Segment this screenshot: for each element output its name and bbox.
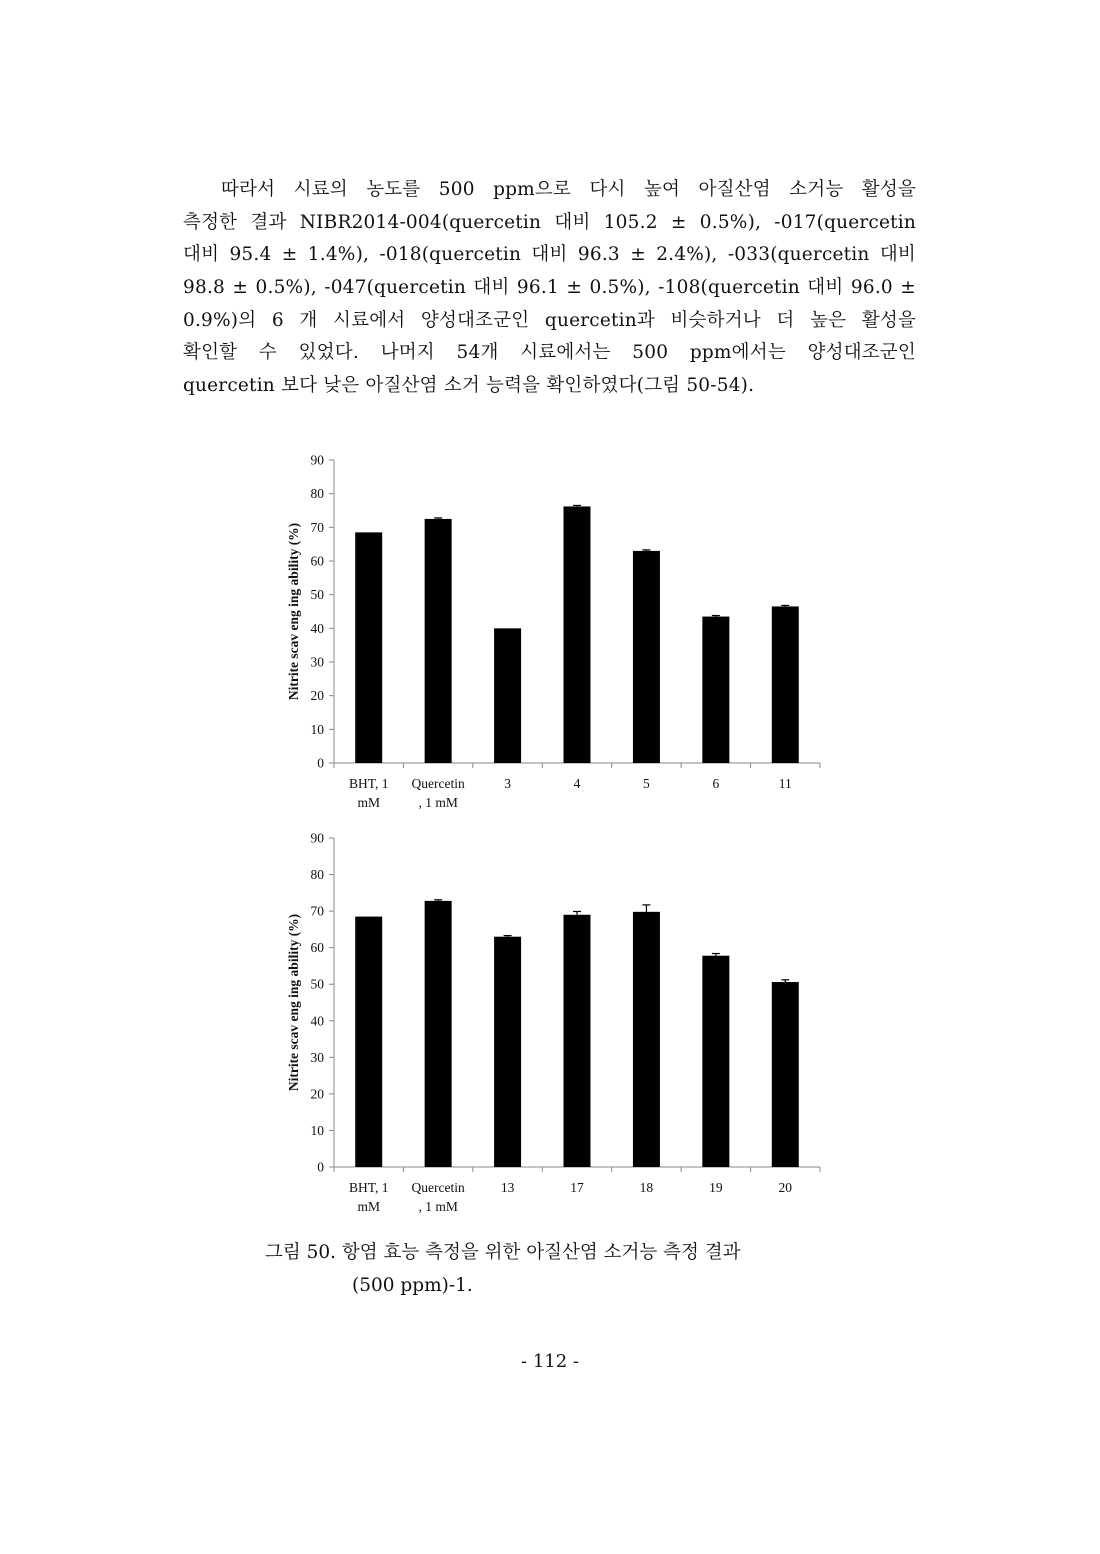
y-tick-label: 70 bbox=[310, 519, 324, 535]
bar bbox=[355, 917, 382, 1167]
x-tick-label: , 1 mM bbox=[418, 795, 458, 810]
bar bbox=[633, 912, 660, 1167]
y-tick-label: 50 bbox=[310, 976, 324, 992]
x-tick-label: mM bbox=[357, 1199, 380, 1214]
bar-chart-1-svg bbox=[270, 450, 830, 830]
bar-chart-2 bbox=[270, 827, 830, 1222]
bar bbox=[772, 606, 799, 763]
bar-chart-1 bbox=[270, 450, 830, 830]
bar-chart-2-svg bbox=[270, 827, 830, 1222]
bar bbox=[494, 628, 521, 763]
bar bbox=[772, 982, 799, 1167]
x-tick-label: Quercetin bbox=[411, 1180, 465, 1195]
y-tick-label: 30 bbox=[310, 654, 324, 670]
y-tick-label: 80 bbox=[310, 867, 324, 883]
y-tick-label: 0 bbox=[317, 1159, 324, 1175]
page-number: - 112 - bbox=[521, 1351, 579, 1372]
x-tick-label: 18 bbox=[639, 1180, 654, 1195]
paragraph-line: 0.9%)의 6 개 시료에서 양성대조군인 quercetin과 비슷하거나 더 높은 활성을 bbox=[183, 309, 916, 331]
x-tick-label: mM bbox=[357, 795, 380, 810]
y-tick-label: 20 bbox=[310, 1086, 324, 1102]
x-tick-label: 6 bbox=[712, 776, 720, 791]
paragraph-line: quercetin 보다 낮은 아질산염 소거 능력을 확인하였다(그림 50-54). bbox=[183, 375, 755, 397]
bar bbox=[494, 937, 521, 1167]
body-paragraph bbox=[183, 174, 916, 403]
y-tick-label: 40 bbox=[310, 620, 324, 636]
caption-line-2: (500 ppm)-1. bbox=[352, 1275, 473, 1296]
x-tick-label: 5 bbox=[643, 776, 650, 791]
y-tick-label: 30 bbox=[310, 1049, 324, 1065]
x-tick-label: Quercetin bbox=[411, 776, 465, 791]
y-axis-label: Nitrite scav eng ing ability (%) bbox=[286, 522, 301, 701]
paragraph-line: 따라서 시료의 농도를 500 ppm으로 다시 높여 아질산염 소거능 활성을 bbox=[221, 179, 916, 200]
x-tick-label: 17 bbox=[570, 1180, 584, 1195]
y-tick-label: 90 bbox=[310, 830, 324, 846]
x-tick-label: BHT, 1 bbox=[348, 776, 389, 791]
y-tick-label: 90 bbox=[310, 452, 324, 468]
paragraph-line: 98.8 ± 0.5%), -047(quercetin 대비 96.1 ± 0.5%), -108(quercetin 대비 96.0 ± bbox=[183, 277, 916, 299]
y-tick-label: 60 bbox=[310, 940, 324, 956]
bar bbox=[355, 532, 382, 763]
y-tick-label: 60 bbox=[310, 553, 324, 569]
x-tick-label: 11 bbox=[778, 776, 792, 791]
y-axis-label: Nitrite scav eng ing ability (%) bbox=[286, 913, 301, 1092]
bar bbox=[702, 956, 729, 1167]
figure-caption bbox=[265, 1236, 865, 1302]
bar bbox=[633, 551, 660, 763]
y-tick-label: 50 bbox=[310, 587, 324, 603]
bar bbox=[564, 506, 591, 763]
caption-line-1: 그림 50. 항염 효능 측정을 위한 아질산염 소거능 측정 결과 bbox=[265, 1242, 741, 1263]
y-tick-label: 20 bbox=[310, 688, 324, 704]
x-tick-label: 19 bbox=[709, 1180, 723, 1195]
bar bbox=[564, 915, 591, 1167]
x-tick-label: 13 bbox=[500, 1180, 515, 1195]
paragraph-line: 확인할 수 있었다. 나머지 54개 시료에서는 500 ppm에서는 양성대조군인 bbox=[183, 342, 916, 364]
bar bbox=[425, 519, 452, 763]
y-tick-label: 10 bbox=[310, 721, 324, 737]
y-tick-label: 40 bbox=[310, 1013, 324, 1029]
paragraph-line: 대비 95.4 ± 1.4%), -018(quercetin 대비 96.3 ± 2.4%), -033(quercetin 대비 bbox=[183, 244, 916, 266]
y-tick-label: 80 bbox=[310, 486, 324, 502]
x-tick-label: 4 bbox=[573, 776, 581, 791]
x-tick-label: 20 bbox=[778, 1180, 793, 1195]
y-tick-label: 70 bbox=[310, 903, 324, 919]
y-tick-label: 10 bbox=[310, 1122, 324, 1138]
paragraph-line: 측정한 결과 NIBR2014-004(quercetin 대비 105.2 ± 0.5%), -017(quercetin bbox=[183, 211, 916, 233]
y-tick-label: 0 bbox=[317, 755, 324, 771]
x-tick-label: , 1 mM bbox=[418, 1199, 458, 1214]
x-tick-label: 3 bbox=[504, 776, 511, 791]
bar bbox=[702, 617, 729, 763]
x-tick-label: BHT, 1 bbox=[348, 1180, 389, 1195]
bar bbox=[425, 901, 452, 1167]
